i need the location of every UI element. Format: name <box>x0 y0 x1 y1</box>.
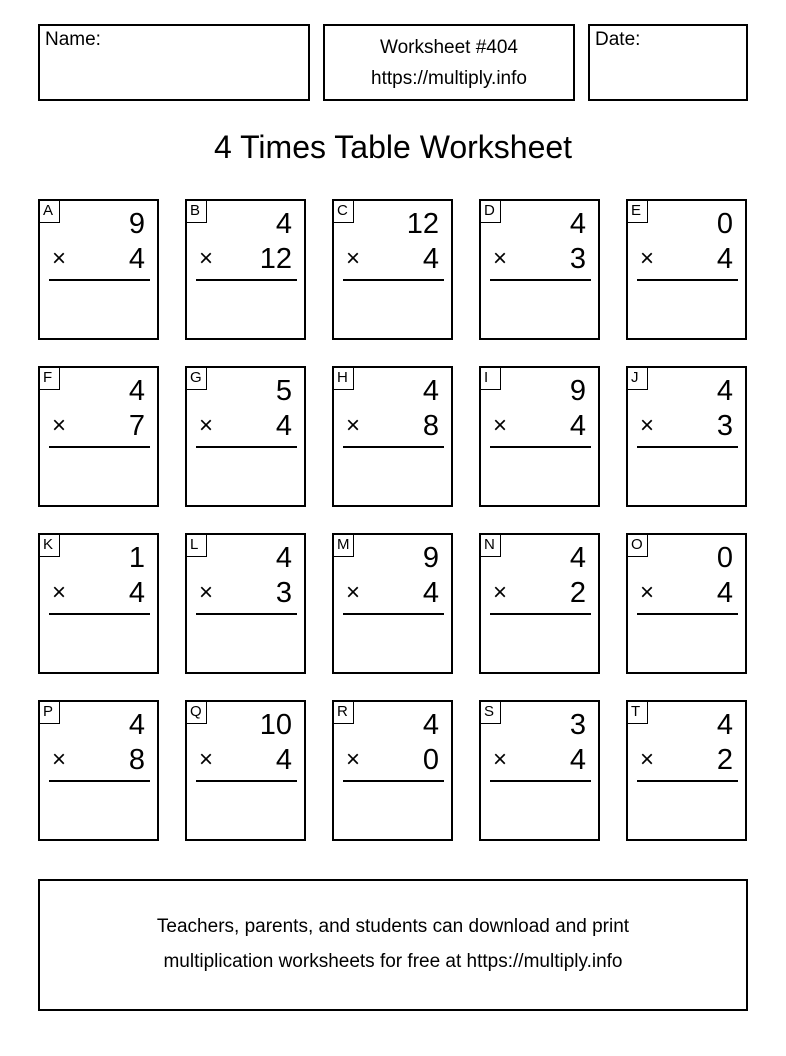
problem-label: F <box>40 368 60 390</box>
answer-line <box>343 446 444 448</box>
top-number: 4 <box>716 709 733 741</box>
times-sign: × <box>493 579 508 606</box>
top-number: 4 <box>716 375 733 407</box>
bottom-number: 8 <box>422 410 439 442</box>
problem-label: A <box>40 201 60 223</box>
footer-box <box>38 879 748 1011</box>
answer-line <box>637 780 738 782</box>
problem-card <box>185 533 306 674</box>
answer-line <box>343 613 444 615</box>
problem-card <box>38 199 159 340</box>
problem-label: P <box>40 702 60 724</box>
answer-line <box>490 279 591 281</box>
top-number: 0 <box>716 208 733 240</box>
times-sign: × <box>640 245 655 272</box>
bottom-number: 4 <box>275 744 292 776</box>
worksheet-url: https://multiply.info <box>371 68 527 89</box>
problem-card <box>332 533 453 674</box>
problem-label: G <box>187 368 207 390</box>
top-number: 9 <box>128 208 145 240</box>
bottom-number: 4 <box>716 243 733 275</box>
times-sign: × <box>346 579 361 606</box>
times-sign: × <box>199 412 214 439</box>
bottom-number: 2 <box>569 577 586 609</box>
bottom-number: 7 <box>128 410 145 442</box>
problem-card <box>38 366 159 507</box>
problem-label: N <box>481 535 501 557</box>
problem-card <box>479 533 600 674</box>
problem-card <box>479 700 600 841</box>
problem-card <box>185 700 306 841</box>
top-number: 9 <box>422 542 439 574</box>
problem-card <box>479 199 600 340</box>
answer-line <box>343 279 444 281</box>
footer-line-2: multiplication worksheets for free at https://multiply.info <box>163 951 623 972</box>
times-sign: × <box>346 746 361 773</box>
top-number: 4 <box>128 375 145 407</box>
bottom-number: 3 <box>716 410 733 442</box>
answer-line <box>196 780 297 782</box>
top-number: 3 <box>569 709 586 741</box>
times-sign: × <box>640 579 655 606</box>
bottom-number: 4 <box>275 410 292 442</box>
bottom-number: 4 <box>422 243 439 275</box>
answer-line <box>490 446 591 448</box>
top-number: 4 <box>422 709 439 741</box>
top-number: 4 <box>569 542 586 574</box>
problem-label: E <box>628 201 648 223</box>
problem-card <box>479 366 600 507</box>
times-sign: × <box>199 746 214 773</box>
bottom-number: 4 <box>128 577 145 609</box>
problem-label: O <box>628 535 648 557</box>
bottom-number: 3 <box>569 243 586 275</box>
times-sign: × <box>493 245 508 272</box>
times-sign: × <box>52 245 67 272</box>
problem-card <box>38 700 159 841</box>
date-label: Date: <box>595 29 641 50</box>
times-sign: × <box>493 746 508 773</box>
top-number: 5 <box>275 375 292 407</box>
top-number: 4 <box>275 542 292 574</box>
answer-line <box>49 613 150 615</box>
top-number: 4 <box>422 375 439 407</box>
bottom-number: 4 <box>422 577 439 609</box>
bottom-number: 0 <box>422 744 439 776</box>
answer-line <box>196 613 297 615</box>
problem-card <box>626 533 747 674</box>
problem-label: C <box>334 201 354 223</box>
problem-label: Q <box>187 702 207 724</box>
answer-line <box>49 446 150 448</box>
answer-line <box>196 279 297 281</box>
answer-line <box>343 780 444 782</box>
bottom-number: 4 <box>569 410 586 442</box>
problem-label: K <box>40 535 60 557</box>
bottom-number: 8 <box>128 744 145 776</box>
problem-card <box>332 199 453 340</box>
problem-card <box>185 366 306 507</box>
times-sign: × <box>52 412 67 439</box>
problem-label: J <box>628 368 648 390</box>
problem-card <box>626 700 747 841</box>
problem-card <box>185 199 306 340</box>
answer-line <box>490 613 591 615</box>
footer-line-1: Teachers, parents, and students can download and print <box>156 916 630 937</box>
problem-card <box>38 533 159 674</box>
answer-line <box>637 279 738 281</box>
answer-line <box>49 780 150 782</box>
top-number: 4 <box>128 709 145 741</box>
problem-card <box>626 366 747 507</box>
answer-line <box>637 613 738 615</box>
problem-label: H <box>334 368 354 390</box>
answer-line <box>49 279 150 281</box>
top-number: 0 <box>716 542 733 574</box>
bottom-number: 3 <box>275 577 292 609</box>
top-number: 9 <box>569 375 586 407</box>
top-number: 4 <box>569 208 586 240</box>
problem-label: T <box>628 702 648 724</box>
times-sign: × <box>199 579 214 606</box>
times-sign: × <box>640 412 655 439</box>
top-number: 1 <box>128 542 145 574</box>
answer-line <box>637 446 738 448</box>
problem-label: M <box>334 535 354 557</box>
bottom-number: 2 <box>716 744 733 776</box>
problem-label: R <box>334 702 354 724</box>
times-sign: × <box>52 746 67 773</box>
answer-line <box>196 446 297 448</box>
times-sign: × <box>346 412 361 439</box>
bottom-number: 4 <box>128 243 145 275</box>
name-label: Name: <box>45 29 101 50</box>
worksheet-number: Worksheet #404 <box>379 37 518 58</box>
times-sign: × <box>346 245 361 272</box>
problem-card <box>626 199 747 340</box>
bottom-number: 4 <box>716 577 733 609</box>
times-sign: × <box>199 245 214 272</box>
top-number: 4 <box>275 208 292 240</box>
times-sign: × <box>52 579 67 606</box>
problem-card <box>332 700 453 841</box>
times-sign: × <box>493 412 508 439</box>
problem-label: S <box>481 702 501 724</box>
problem-label: D <box>481 201 501 223</box>
top-number: 10 <box>259 709 292 741</box>
problem-label: L <box>187 535 207 557</box>
page-title: 4 Times Table Worksheet <box>213 129 573 165</box>
bottom-number: 4 <box>569 744 586 776</box>
answer-line <box>490 780 591 782</box>
top-number: 12 <box>406 208 439 240</box>
times-sign: × <box>640 746 655 773</box>
problem-label: I <box>481 368 501 390</box>
bottom-number: 12 <box>259 243 292 275</box>
problem-label: B <box>187 201 207 223</box>
problem-card <box>332 366 453 507</box>
